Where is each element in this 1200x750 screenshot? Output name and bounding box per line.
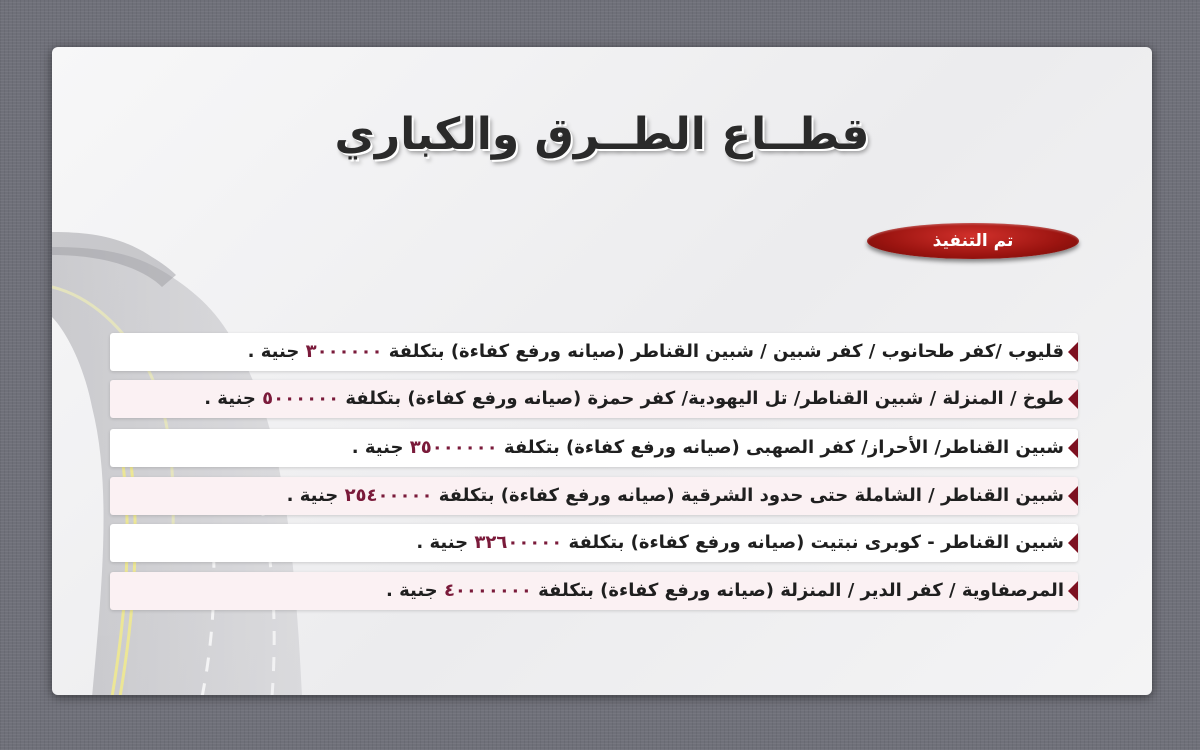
project-description: شبين القناطر / الشاملة حتى حدود الشرقية (صيانه ورفع كفاءة) بتكلفة bbox=[432, 485, 1064, 506]
project-description: شبين القناطر - كوبرى نبتيت (صيانه ورفع كفاءة) بتكلفة bbox=[562, 532, 1064, 553]
project-row bbox=[110, 380, 1078, 418]
project-currency: جنية . bbox=[351, 437, 410, 458]
project-text bbox=[204, 380, 1064, 418]
project-text bbox=[248, 333, 1064, 371]
triangle-marker-icon bbox=[1068, 438, 1078, 458]
project-description: قليوب /كفر طحانوب / كفر شبين / شبين القناطر (صيانه ورفع كفاءة) بتكلفة bbox=[382, 341, 1064, 362]
triangle-marker-icon bbox=[1068, 581, 1078, 601]
project-description: المرصفاوية / كفر الدير / المنزلة (صيانه ورفع كفاءة) بتكلفة bbox=[531, 580, 1064, 601]
project-text bbox=[287, 477, 1064, 515]
project-currency: جنية . bbox=[247, 341, 306, 362]
project-cost: ٢٥٤٠٠٠٠٠ bbox=[344, 485, 433, 506]
content-card bbox=[52, 47, 1152, 695]
project-currency: جنية . bbox=[286, 485, 345, 506]
project-row bbox=[110, 429, 1078, 467]
project-currency: جنية . bbox=[416, 532, 475, 553]
triangle-marker-icon bbox=[1068, 342, 1078, 362]
project-description: طوخ / المنزلة / شبين القناطر/ تل اليهودية/ كفر حمزة (صيانه ورفع كفاءة) بتكلفة bbox=[339, 388, 1064, 409]
project-row bbox=[110, 333, 1078, 371]
project-row bbox=[110, 572, 1078, 610]
triangle-marker-icon bbox=[1068, 533, 1078, 553]
project-cost: ٤٠٠٠٠٠٠٠ bbox=[443, 580, 532, 601]
triangle-marker-icon bbox=[1068, 486, 1078, 506]
project-currency: جنية . bbox=[385, 580, 444, 601]
status-badge: تم التنفيذ bbox=[867, 223, 1079, 259]
project-text bbox=[386, 572, 1064, 610]
project-cost: ٥٠٠٠٠٠٠ bbox=[262, 388, 340, 409]
triangle-marker-icon bbox=[1068, 389, 1078, 409]
project-row bbox=[110, 524, 1078, 562]
project-currency: جنية . bbox=[204, 388, 263, 409]
project-row bbox=[110, 477, 1078, 515]
project-cost: ٣٥٠٠٠٠٠٠ bbox=[409, 437, 498, 458]
project-description: شبين القناطر/ الأحراز/ كفر الصهبى (صيانه ورفع كفاءة) بتكلفة bbox=[497, 437, 1064, 458]
project-cost: ٣٠٠٠٠٠٠ bbox=[305, 341, 383, 362]
project-cost: ٣٢٦٠٠٠٠٠ bbox=[474, 532, 563, 553]
project-text bbox=[352, 429, 1064, 467]
project-text bbox=[416, 524, 1064, 562]
page-title: قطــاع الطــرق والكباري bbox=[334, 109, 870, 160]
